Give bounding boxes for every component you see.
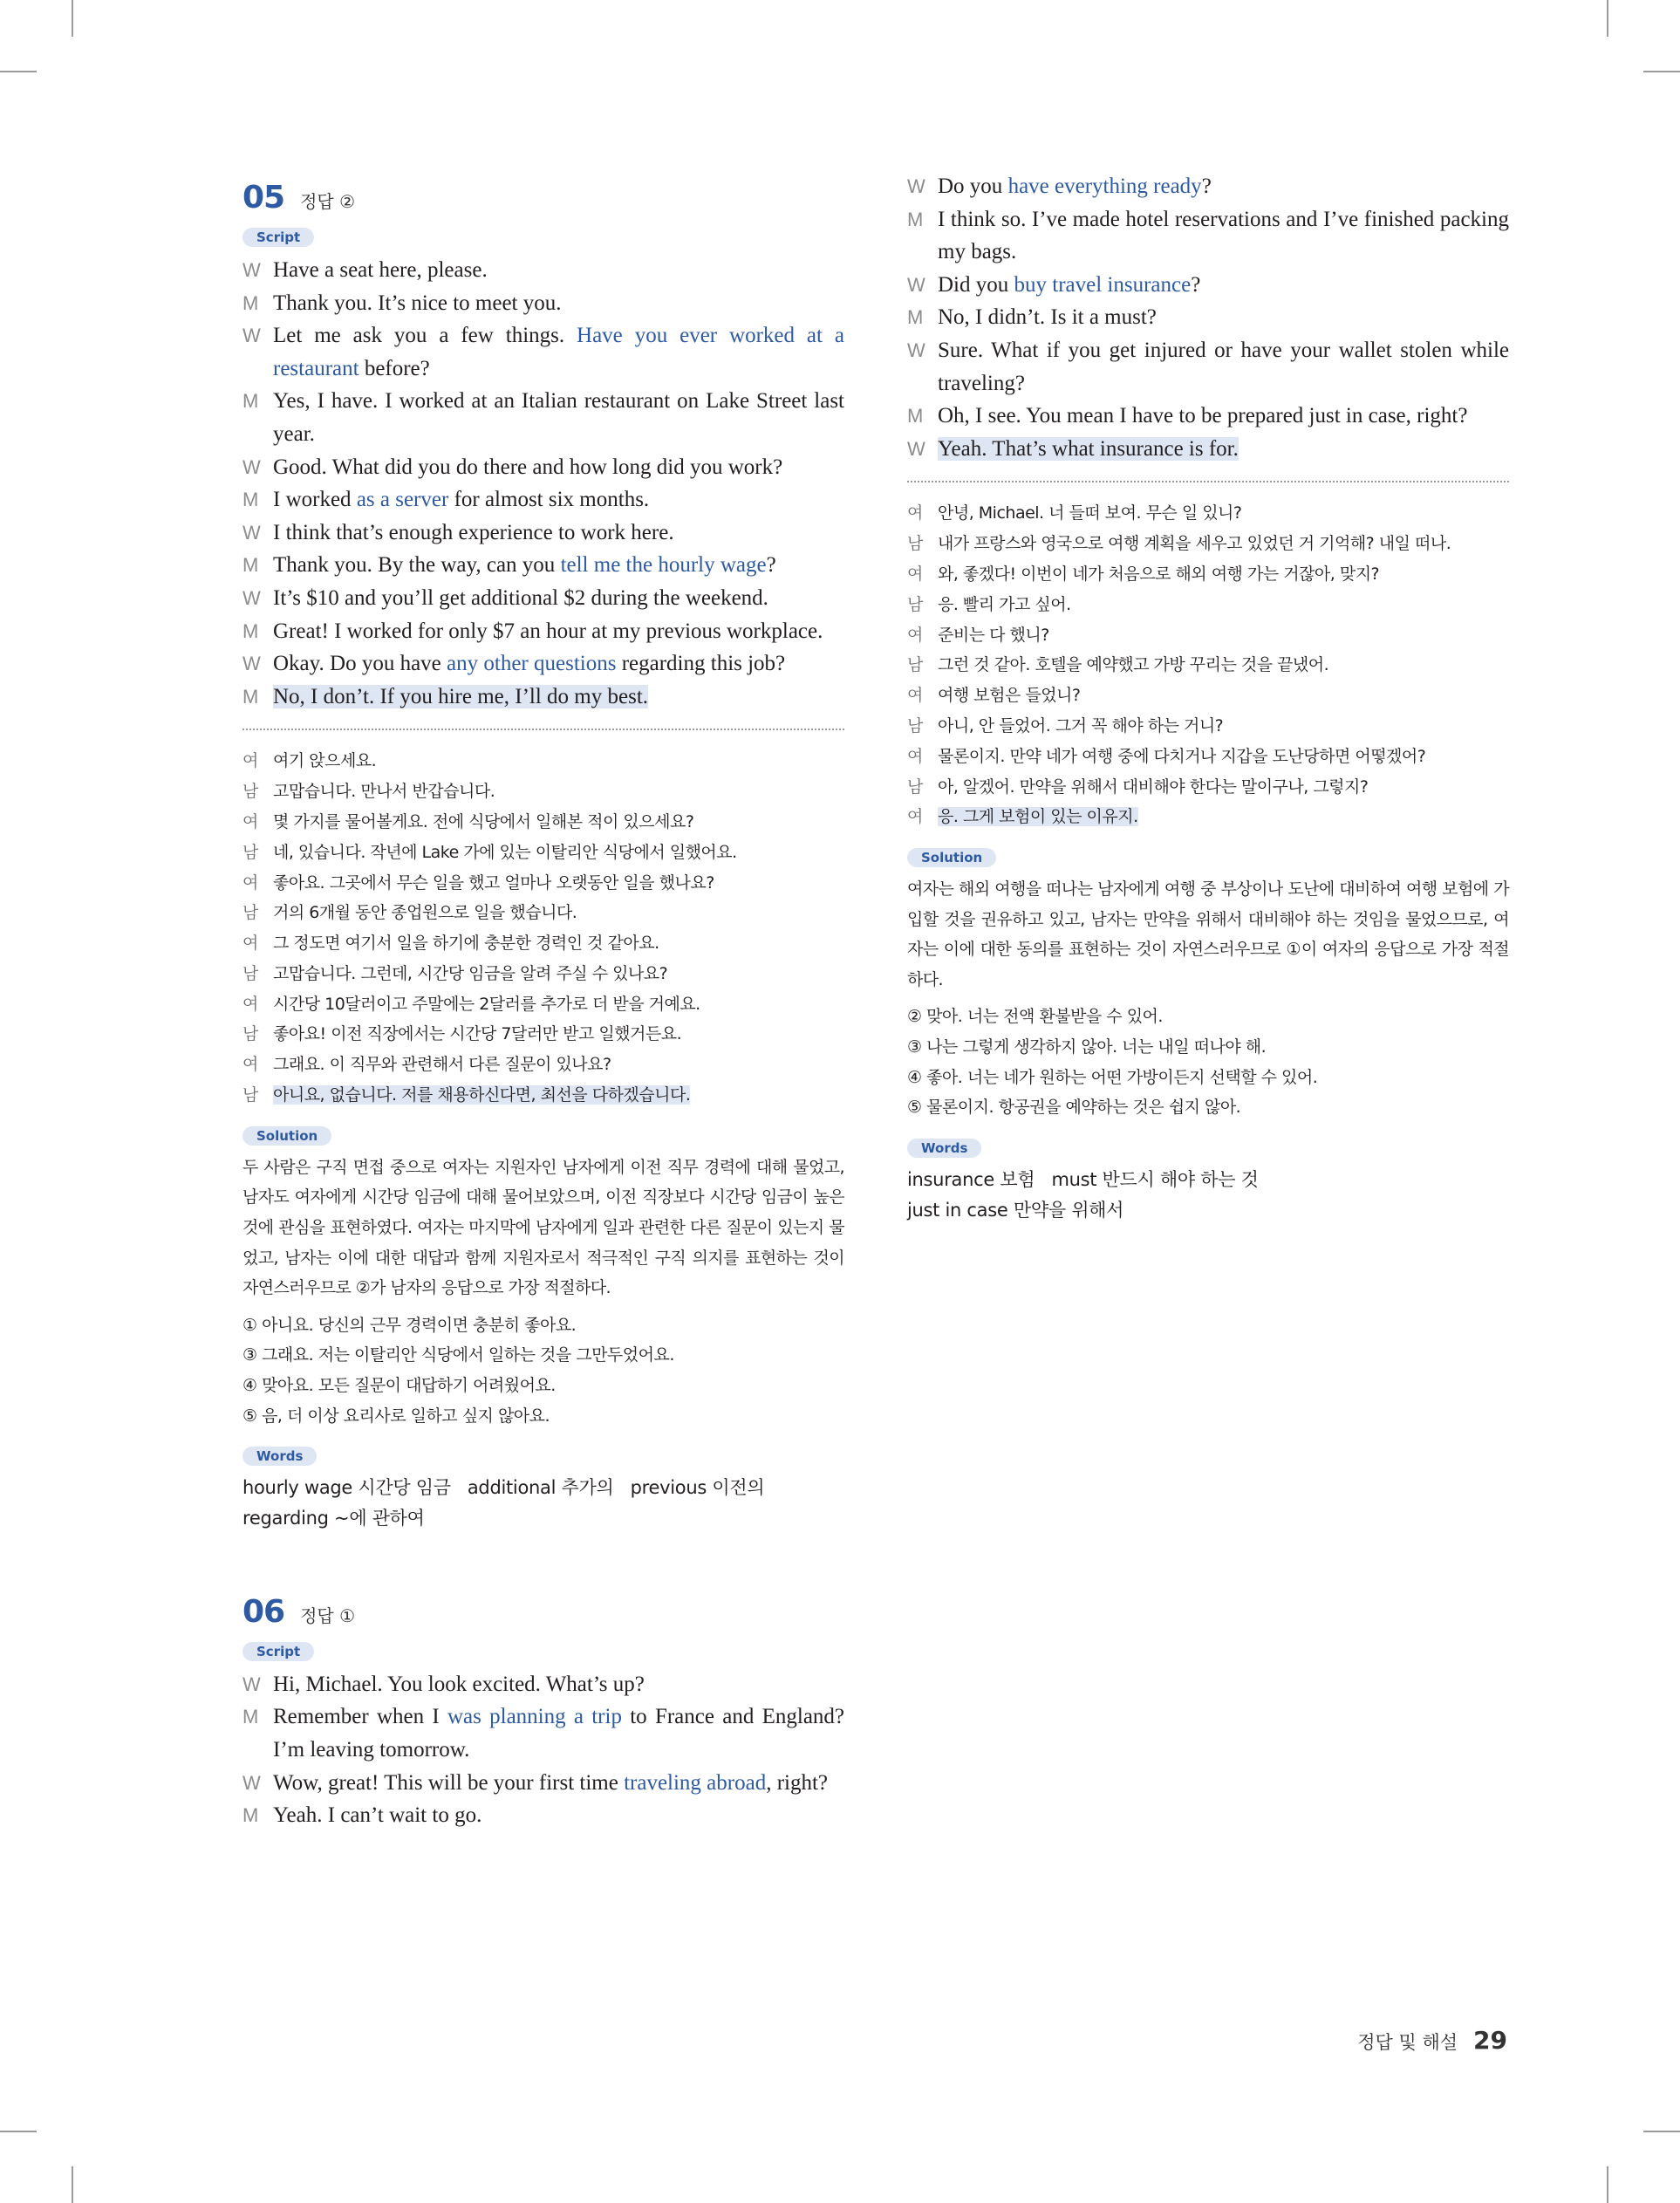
speaker-label: M bbox=[242, 390, 259, 413]
key-expression: Have you ever worked at a restaurant bbox=[273, 324, 844, 380]
text-segment: Let me ask you a few things. bbox=[273, 324, 577, 348]
speaker-label: M bbox=[242, 489, 259, 511]
solution-text: 두 사람은 구직 면접 중으로 여자는 지원자인 남자에게 이전 직무 경력에 대해 물었고, 남자도 여자에게 시간당 임금에 대해 물어보았으며, 이전 직장보다 시간당 임금이 높은 것에 관심을 표현하였다. 여자는 마지막에 남자에게 일과 관련한 다른 질문이 있는지 물었고, 남자는 이에 대한 대답과 함께 지원자로서 적극적인 구직 의지를 표현하는 것이 자연스러우므로 ②가 남자의 응답으로 가장 적절하다. bbox=[242, 1157, 844, 1298]
speaker-label: 여 bbox=[242, 811, 258, 831]
text-segment: 응. 그게 보험이 있는 이유지. bbox=[938, 807, 1138, 827]
text-segment: 아니, 안 들었어. 그거 꼭 해야 하는 거니? bbox=[938, 715, 1224, 735]
text-segment: I think that’s enough experience to work here. bbox=[273, 520, 674, 544]
text-segment: I worked bbox=[273, 488, 357, 512]
text-segment: 안녕, Michael. 너 들떠 보여. 무슨 일 있니? bbox=[938, 503, 1242, 523]
speaker-label: W bbox=[242, 521, 261, 544]
speaker-label: 남 bbox=[242, 963, 258, 983]
speaker-label: W bbox=[907, 437, 925, 460]
translation-line bbox=[242, 959, 844, 989]
translation-line bbox=[907, 772, 1509, 803]
translation-line bbox=[242, 838, 844, 868]
text-segment: Good. What did you do there and how long did you work? bbox=[273, 455, 783, 479]
translation-text bbox=[938, 498, 1509, 529]
crop-mark bbox=[1643, 2131, 1680, 2132]
dialog-line bbox=[242, 681, 844, 714]
speaker-label: 남 bbox=[242, 1085, 258, 1105]
speaker-label: 여 bbox=[242, 872, 258, 893]
options-list bbox=[907, 1002, 1509, 1122]
dotted-divider bbox=[907, 481, 1509, 482]
text-segment: Great! I worked for only $7 an hour at my previous workplace. bbox=[273, 619, 823, 643]
dialog-line bbox=[242, 1799, 844, 1832]
translation-line bbox=[242, 1019, 844, 1050]
dialog-line bbox=[907, 334, 1509, 400]
text-segment: 그런 것 같아. 호텔을 예약했고 가방 꾸리는 것을 끝냈어. bbox=[938, 655, 1329, 675]
dialog-line bbox=[242, 517, 844, 550]
speaker-label: 여 bbox=[907, 746, 923, 766]
text-segment: Sure. What if you get injured or have your wallet stolen while traveling? bbox=[938, 338, 1509, 395]
translation-line bbox=[907, 650, 1509, 681]
dialog-text bbox=[273, 615, 844, 648]
option-item: ④ 좋아. 너는 네가 원하는 어떤 가방이든지 선택할 수 있어. bbox=[907, 1067, 1318, 1087]
crop-mark bbox=[1607, 0, 1608, 37]
key-expression: traveling abroad bbox=[624, 1770, 767, 1795]
text-segment: Oh, I see. You mean I have to be prepared just in case, right? bbox=[938, 404, 1468, 428]
answer-label: 정답 ① bbox=[300, 1604, 356, 1626]
question-06-header bbox=[242, 1584, 844, 1630]
footer-title: 정답 및 해설 bbox=[1357, 2032, 1458, 2053]
text-segment: Do you bbox=[938, 174, 1008, 198]
text-segment: regarding this job? bbox=[616, 652, 786, 676]
script-tag: Script bbox=[242, 228, 314, 247]
key-expression: have everything ready bbox=[1007, 174, 1202, 198]
dialog-text bbox=[273, 647, 844, 681]
translation-text bbox=[273, 1080, 844, 1111]
text-segment: 아, 알겠어. 만약을 위해서 대비해야 한다는 말이구나, 그렇지? bbox=[938, 777, 1369, 797]
text-segment: before? bbox=[359, 356, 430, 380]
speaker-label: W bbox=[242, 325, 261, 347]
text-segment: No, I didn’t. Is it a must? bbox=[938, 305, 1157, 330]
dialog-line bbox=[242, 615, 844, 648]
text-segment: 그 정도면 여기서 일을 하기에 충분한 경력인 것 같아요. bbox=[273, 934, 659, 954]
translation-text bbox=[273, 928, 844, 959]
speaker-label: M bbox=[242, 619, 259, 642]
crop-mark bbox=[72, 2166, 73, 2203]
script-dialog-continued bbox=[907, 170, 1509, 465]
text-segment: ? bbox=[1191, 272, 1201, 297]
dialog-line bbox=[242, 1700, 844, 1766]
speaker-label: 남 bbox=[907, 655, 923, 675]
dialog-line bbox=[907, 433, 1509, 466]
key-expression: buy travel insurance bbox=[1014, 272, 1192, 297]
translation-text bbox=[273, 898, 844, 928]
text-segment: 고맙습니다. 만나서 반갑습니다. bbox=[273, 782, 495, 802]
dialog-text bbox=[273, 483, 844, 517]
speaker-label: 남 bbox=[907, 534, 923, 554]
text-segment: to France and England? I’m leaving tomorrow. bbox=[273, 1705, 845, 1762]
dialog-text bbox=[273, 451, 844, 484]
dialog-line bbox=[242, 1668, 844, 1701]
text-segment: It’s $10 and you’ll get additional $2 during the weekend. bbox=[273, 585, 768, 610]
dialog-text bbox=[273, 582, 844, 615]
text-segment: Yeah. I can’t wait to go. bbox=[273, 1803, 482, 1828]
solution-text: 여자는 해외 여행을 떠나는 남자에게 여행 중 부상이나 도난에 대비하여 여행 보험에 가입할 것을 권유하고 있고, 남자는 만약을 위해서 대비해야 하는 것임을 물었으므로, 여자는 이에 대한 동의를 표현하는 것이 자연스러우므로 ①이 여자의 응답으로 가장 적절하다. bbox=[907, 879, 1509, 989]
translation-text bbox=[938, 559, 1509, 590]
dialog-text bbox=[938, 203, 1509, 269]
text-segment: 좋아요! 이전 직장에서는 시간당 7달러만 받고 일했거든요. bbox=[273, 1024, 682, 1044]
speaker-label: 남 bbox=[907, 715, 923, 735]
option-item: ① 아니요. 당신의 근무 경력이면 충분히 좋아요. bbox=[242, 1315, 577, 1335]
script-dialog bbox=[242, 254, 844, 713]
text-segment: ? bbox=[766, 553, 776, 578]
text-segment: 그래요. 이 직무와 관련해서 다른 질문이 있나요? bbox=[273, 1055, 611, 1075]
speaker-label: W bbox=[242, 653, 261, 675]
words-line: insurance 보험 must 반드시 해야 하는 것 bbox=[907, 1168, 1259, 1190]
text-segment: 몇 가지를 물어볼게요. 전에 식당에서 일해본 적이 있으세요? bbox=[273, 811, 694, 831]
text-segment: 와, 좋겠다! 이번이 네가 처음으로 해외 여행 가는 거잖아, 맞지? bbox=[938, 564, 1380, 584]
dialog-line bbox=[242, 483, 844, 517]
dialog-text bbox=[273, 287, 844, 320]
option-item: ③ 나는 그렇게 생각하지 않아. 너는 내일 떠나야 해. bbox=[907, 1037, 1267, 1057]
question-number: 06 bbox=[242, 1593, 285, 1630]
dialog-text bbox=[938, 301, 1509, 334]
text-segment: 여기 앉으세요. bbox=[273, 751, 377, 771]
speaker-label: M bbox=[242, 685, 259, 708]
dotted-divider bbox=[242, 729, 844, 730]
dialog-text bbox=[938, 400, 1509, 433]
translation-text bbox=[273, 807, 844, 838]
text-segment: Wow, great! This will be your first time bbox=[273, 1770, 625, 1795]
speaker-label: W bbox=[907, 175, 925, 197]
speaker-label: 남 bbox=[242, 903, 258, 923]
text-segment: 고맙습니다. 그런데, 시간당 임금을 알려 주실 수 있나요? bbox=[273, 963, 668, 983]
text-segment: 준비는 다 했니? bbox=[938, 625, 1049, 645]
speaker-label: 여 bbox=[242, 934, 258, 954]
text-segment: 여행 보험은 들었니? bbox=[938, 686, 1081, 706]
dialog-line bbox=[242, 647, 844, 681]
option-item: ③ 그래요. 저는 이탈리안 식당에서 일하는 것을 그만두었어요. bbox=[242, 1345, 674, 1365]
text-segment: 아니요, 없습니다. 저를 채용하신다면, 최선을 다하겠습니다. bbox=[273, 1085, 691, 1105]
dialog-line bbox=[242, 549, 844, 582]
speaker-label: 남 bbox=[907, 594, 923, 614]
speaker-label: 여 bbox=[907, 686, 923, 706]
speaker-label: W bbox=[242, 259, 261, 281]
dialog-line bbox=[907, 203, 1509, 269]
dialog-line bbox=[907, 170, 1509, 203]
translation-text bbox=[273, 777, 844, 807]
speaker-label: W bbox=[907, 339, 925, 361]
translation-line bbox=[242, 1080, 844, 1111]
key-expression: was planning a trip bbox=[447, 1705, 622, 1729]
dialog-line bbox=[242, 287, 844, 320]
speaker-label: M bbox=[242, 1706, 259, 1728]
dialog-text bbox=[938, 170, 1509, 203]
text-segment: 좋아요. 그곳에서 무슨 일을 했고 얼마나 오랫동안 일을 했나요? bbox=[273, 872, 714, 893]
speaker-label: 남 bbox=[242, 842, 258, 862]
speaker-label: 남 bbox=[242, 1024, 258, 1044]
text-segment: 네, 있습니다. 작년에 Lake 가에 있는 이탈리안 식당에서 일했어요. bbox=[273, 842, 737, 862]
korean-translation bbox=[907, 498, 1509, 832]
translation-text bbox=[273, 959, 844, 989]
words-tag: Words bbox=[242, 1447, 317, 1466]
dialog-text bbox=[273, 1799, 844, 1832]
dialog-text bbox=[938, 269, 1509, 302]
speaker-label: 남 bbox=[242, 782, 258, 802]
crop-mark bbox=[1607, 2166, 1608, 2203]
text-segment: 응. 빨리 가고 싶어. bbox=[938, 594, 1071, 614]
speaker-label: 여 bbox=[242, 751, 258, 771]
speaker-label: M bbox=[242, 291, 259, 314]
speaker-label: W bbox=[907, 273, 925, 296]
answer-label: 정답 ② bbox=[300, 191, 356, 212]
key-expression: any other questions bbox=[447, 652, 617, 676]
crop-mark bbox=[1643, 71, 1680, 72]
dialog-line bbox=[242, 1767, 844, 1800]
dialog-text bbox=[273, 549, 844, 582]
translation-line bbox=[907, 711, 1509, 742]
text-segment: 시간당 10달러이고 주말에는 2달러를 추가로 더 받을 거예요. bbox=[273, 994, 700, 1014]
speaker-label: 여 bbox=[907, 564, 923, 584]
translation-line bbox=[242, 807, 844, 838]
speaker-label: M bbox=[242, 554, 259, 577]
speaker-label: 여 bbox=[242, 1055, 258, 1075]
translation-text bbox=[938, 742, 1509, 772]
speaker-label: M bbox=[907, 405, 924, 428]
translation-line bbox=[242, 989, 844, 1020]
text-segment: 거의 6개월 동안 종업원으로 일을 했습니다. bbox=[273, 903, 577, 923]
text-segment: 물론이지. 만약 네가 여행 중에 다치거나 지갑을 도난당하면 어떻겠어? bbox=[938, 746, 1426, 766]
dialog-text bbox=[938, 433, 1509, 466]
words-line: hourly wage 시간당 임금 additional 추가의 previous 이전의 bbox=[242, 1477, 765, 1499]
options-list bbox=[242, 1310, 844, 1431]
option-item: ⑤ 물론이지. 항공권을 예약하는 것은 쉽지 않아. bbox=[907, 1098, 1241, 1118]
translation-line bbox=[242, 928, 844, 959]
speaker-label: W bbox=[242, 1673, 261, 1695]
text-segment: Hi, Michael. You look excited. What’s up? bbox=[273, 1672, 645, 1696]
translation-line bbox=[907, 559, 1509, 590]
dialog-text bbox=[273, 517, 844, 550]
speaker-label: 남 bbox=[907, 777, 923, 797]
page-number: 29 bbox=[1473, 2026, 1507, 2055]
solution-tag: Solution bbox=[242, 1126, 331, 1146]
dialog-text bbox=[273, 1767, 844, 1800]
dialog-text bbox=[273, 1700, 844, 1766]
translation-line bbox=[907, 590, 1509, 620]
dialog-text bbox=[938, 334, 1509, 400]
translation-text bbox=[938, 772, 1509, 803]
text-segment: Thank you. By the way, can you bbox=[273, 553, 561, 578]
translation-line bbox=[907, 498, 1509, 529]
dialog-text bbox=[273, 1668, 844, 1701]
text-segment: Did you bbox=[938, 272, 1014, 297]
translation-line bbox=[242, 777, 844, 807]
speaker-label: 여 bbox=[907, 625, 923, 645]
translation-text bbox=[938, 529, 1509, 559]
translation-line bbox=[907, 620, 1509, 651]
question-05-header bbox=[242, 170, 844, 216]
dialog-line bbox=[242, 385, 844, 450]
translation-text bbox=[938, 711, 1509, 742]
translation-text bbox=[273, 989, 844, 1020]
solution-tag: Solution bbox=[907, 848, 996, 867]
speaker-label: 여 bbox=[907, 807, 923, 827]
speaker-label: W bbox=[242, 455, 261, 478]
dialog-line bbox=[907, 301, 1509, 334]
words-line: just in case 만약을 위해서 bbox=[907, 1199, 1124, 1221]
translation-line bbox=[907, 681, 1509, 711]
translation-line bbox=[907, 529, 1509, 559]
script-dialog bbox=[242, 1668, 844, 1832]
crop-mark bbox=[72, 0, 73, 37]
key-expression: as a server bbox=[356, 488, 449, 512]
text-segment: Remember when I bbox=[273, 1705, 447, 1729]
speaker-label: 여 bbox=[907, 503, 923, 523]
translation-text bbox=[938, 620, 1509, 651]
translation-text bbox=[938, 681, 1509, 711]
dialog-line bbox=[907, 400, 1509, 433]
option-item: ④ 맞아요. 모든 질문이 대답하기 어려웠어요. bbox=[242, 1376, 556, 1396]
text-segment: for almost six months. bbox=[448, 488, 650, 512]
text-segment: , right? bbox=[766, 1770, 829, 1795]
translation-line bbox=[907, 742, 1509, 772]
translation-text bbox=[273, 746, 844, 777]
dialog-text bbox=[273, 681, 844, 714]
left-column bbox=[242, 170, 844, 1832]
korean-translation bbox=[242, 746, 844, 1111]
speaker-label: 여 bbox=[242, 994, 258, 1014]
text-segment: I think so. I’ve made hotel reservations and I’ve finished packing my bags. bbox=[938, 207, 1509, 264]
translation-text bbox=[938, 590, 1509, 620]
words-line: regarding ~에 관하여 bbox=[242, 1508, 425, 1529]
speaker-label: W bbox=[242, 586, 261, 609]
question-number: 05 bbox=[242, 180, 285, 216]
translation-text bbox=[273, 868, 844, 899]
dialog-line bbox=[242, 451, 844, 484]
speaker-label: M bbox=[242, 1804, 259, 1827]
option-item: ⑤ 음, 더 이상 요리사로 일하고 싶지 않아요. bbox=[242, 1406, 550, 1426]
translation-line bbox=[242, 868, 844, 899]
speaker-label: M bbox=[907, 208, 924, 230]
text-segment: Yeah. That’s what insurance is for. bbox=[938, 436, 1239, 461]
dialog-text bbox=[273, 385, 844, 450]
text-segment: Thank you. It’s nice to meet you. bbox=[273, 291, 562, 315]
option-item: ② 맞아. 너는 전액 환불받을 수 있어. bbox=[907, 1007, 1163, 1027]
right-column bbox=[907, 170, 1509, 1225]
page-footer bbox=[1357, 2026, 1507, 2055]
dialog-line bbox=[242, 254, 844, 287]
text-segment: Okay. Do you have bbox=[273, 652, 447, 676]
text-segment: No, I don’t. If you hire me, I’ll do my best. bbox=[273, 684, 649, 708]
translation-text bbox=[273, 1050, 844, 1080]
speaker-label: W bbox=[242, 1771, 261, 1794]
dialog-line bbox=[242, 319, 844, 385]
crop-mark bbox=[0, 71, 37, 72]
dialog-text bbox=[273, 254, 844, 287]
crop-mark bbox=[0, 2131, 37, 2132]
dialog-line bbox=[242, 582, 844, 615]
translation-text bbox=[938, 650, 1509, 681]
text-segment: Yes, I have. I worked at an Italian restaurant on Lake Street last year. bbox=[273, 389, 844, 446]
text-segment: Have a seat here, please. bbox=[273, 258, 488, 282]
translation-line bbox=[907, 802, 1509, 832]
translation-line bbox=[242, 898, 844, 928]
translation-text bbox=[938, 802, 1509, 832]
translation-text bbox=[273, 1019, 844, 1050]
text-segment: 내가 프랑스와 영국으로 여행 계획을 세우고 있었던 거 기억해? 내일 떠나. bbox=[938, 534, 1451, 554]
dialog-text bbox=[273, 319, 844, 385]
key-expression: tell me the hourly wage bbox=[560, 553, 767, 578]
translation-line bbox=[242, 1050, 844, 1080]
words-tag: Words bbox=[907, 1139, 981, 1158]
translation-line bbox=[242, 746, 844, 777]
dialog-line bbox=[907, 269, 1509, 302]
translation-text bbox=[273, 838, 844, 868]
text-segment: ? bbox=[1201, 174, 1212, 198]
speaker-label: M bbox=[907, 306, 924, 329]
script-tag: Script bbox=[242, 1642, 314, 1661]
